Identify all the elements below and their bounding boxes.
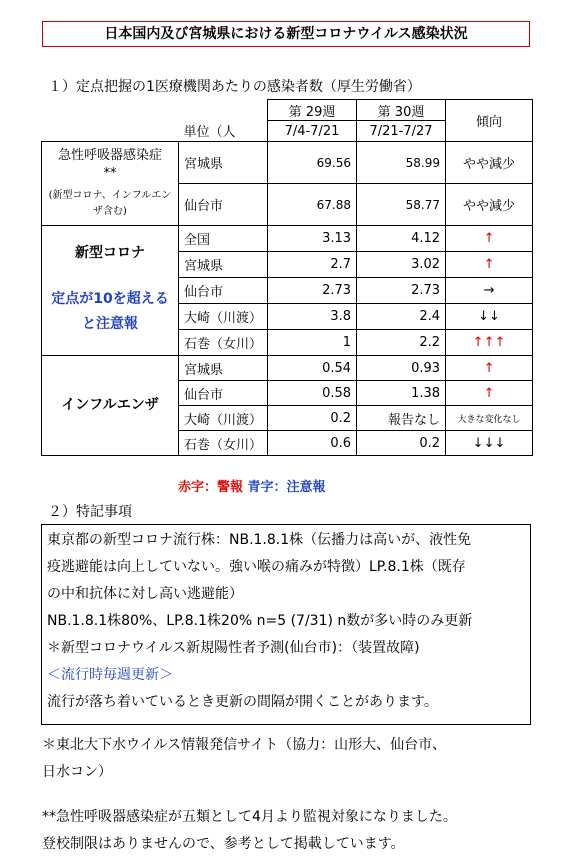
trend-cell: 大きな変化なし [446,406,533,431]
trend-cell: → [446,278,533,304]
legend [178,476,326,495]
notes-line: 東京都の新型コロナ流行株：NB.1.8.1株（伝播力は高いが、液性免 [47,532,472,548]
week29-value: 3.8 [268,304,357,330]
group-label-ari [42,142,179,226]
week29-value: 67.88 [268,184,357,226]
trend-cell: ↓↓ [446,304,533,330]
table-row [42,226,533,252]
area-cell: 宮城県 [179,252,268,278]
area-cell: 宮城県 [179,356,268,381]
area-cell: 全国 [179,226,268,252]
notes-line: 疫逃避能は向上していない。強い喉の痛みが特徴）LP.8.1株（既存 [47,559,466,575]
trend-cell: やや減少 [446,184,533,226]
area-cell: 大崎（川渡） [179,304,268,330]
footer-ari-note [42,804,457,858]
week29-value: 2.73 [268,278,357,304]
week29-value: 1 [268,330,357,356]
group-title-ari: 急性呼吸器感染症 [57,147,162,163]
header-week30: 第 30週 [357,100,446,121]
table-row [42,142,533,184]
trend-cell: ↑ [446,226,533,252]
week30-value: 58.99 [357,142,446,184]
section1-heading: １）定点把握の1医療機関あたりの感染者数（厚生労働省） [48,79,421,95]
area-cell: 仙台市 [179,381,268,406]
week30-value: 1.38 [357,381,446,406]
footer-line: **急性呼吸器感染症が五類として4月より監視対象になりました。 [42,809,457,825]
legend-advisory: 青字：注意報 [247,480,326,495]
notes-update-link[interactable]: ＜流行時毎週更新＞ [47,667,173,683]
group-note-ari: (新型コロナ、インフルエンザ含む) [48,190,172,218]
week30-value: 報告なし [357,406,446,431]
week29-value: 3.13 [268,226,357,252]
section2-heading: ２）特記事項 [48,504,132,520]
header-date2: 7/21-7/27 [357,121,446,142]
group-label-flu [42,356,179,456]
week30-value: 2.4 [357,304,446,330]
week30-value: 58.77 [357,184,446,226]
area-cell: 仙台市 [179,184,268,226]
trend-cell: ↑ [446,381,533,406]
week29-value: 0.58 [268,381,357,406]
week30-value: 3.02 [357,252,446,278]
notes-box [41,524,531,725]
header-date1: 7/4-7/21 [268,121,357,142]
header-week29: 第 29週 [268,100,357,121]
area-cell: 大崎（川渡） [179,406,268,431]
group-threshold-covid: 定点が10を超えると注意報 [51,290,169,332]
page-title: 日本国内及び宮城県における新型コロナウイルス感染状況 [42,21,530,47]
trend-cell: やや減少 [446,142,533,184]
area-cell: 石巻（女川） [179,431,268,456]
area-cell: 宮城県 [179,142,268,184]
trend-cell: ↑ [446,356,533,381]
group-mark-ari: ** [103,165,117,181]
footer-sewage-note [42,732,446,786]
week30-value: 4.12 [357,226,446,252]
week29-value: 2.7 [268,252,357,278]
trend-cell: ↑ [446,252,533,278]
week29-value: 0.6 [268,431,357,456]
week30-value: 0.93 [357,356,446,381]
week30-value: 2.2 [357,330,446,356]
notes-line: NB.1.8.1株80%、LP.8.1株20% n=5 (7/31) n数が多い時のみ更新 [47,613,473,629]
unit-label: 単位（人 [179,121,268,142]
group-label-covid [42,226,179,356]
table-row [42,356,533,381]
week29-value: 0.2 [268,406,357,431]
week29-value: 69.56 [268,142,357,184]
group-title-covid: 新型コロナ [75,244,145,261]
notes-line: の中和抗体に対し高い逃避能） [47,586,243,602]
area-cell: 石巻（女川） [179,330,268,356]
notes-line: ＊新型コロナウイルス新規陽性者予測(仙台市)：（装置故障) [47,640,420,656]
week29-value: 0.54 [268,356,357,381]
week30-value: 2.73 [357,278,446,304]
week30-value: 0.2 [357,431,446,456]
infection-table [41,99,533,456]
notes-line: 流行が落ち着いているとき更新の間隔が開くことがあります。 [47,694,438,710]
trend-cell: ↓↓↓ [446,431,533,456]
footer-line: ＊東北大下水ウイルス情報発信サイト（協力：山形大、仙台市、 [42,737,447,753]
trend-cell: ↑↑↑ [446,330,533,356]
footer-line: 日水コン） [42,764,112,780]
header-trend: 傾向 [446,100,533,142]
footer-line: 登校制限はありませんので、参考として掲載しています。 [42,836,405,852]
legend-warning: 赤字：警報 [178,480,244,495]
area-cell: 仙台市 [179,278,268,304]
group-title-flu: インフルエンザ [61,397,159,414]
